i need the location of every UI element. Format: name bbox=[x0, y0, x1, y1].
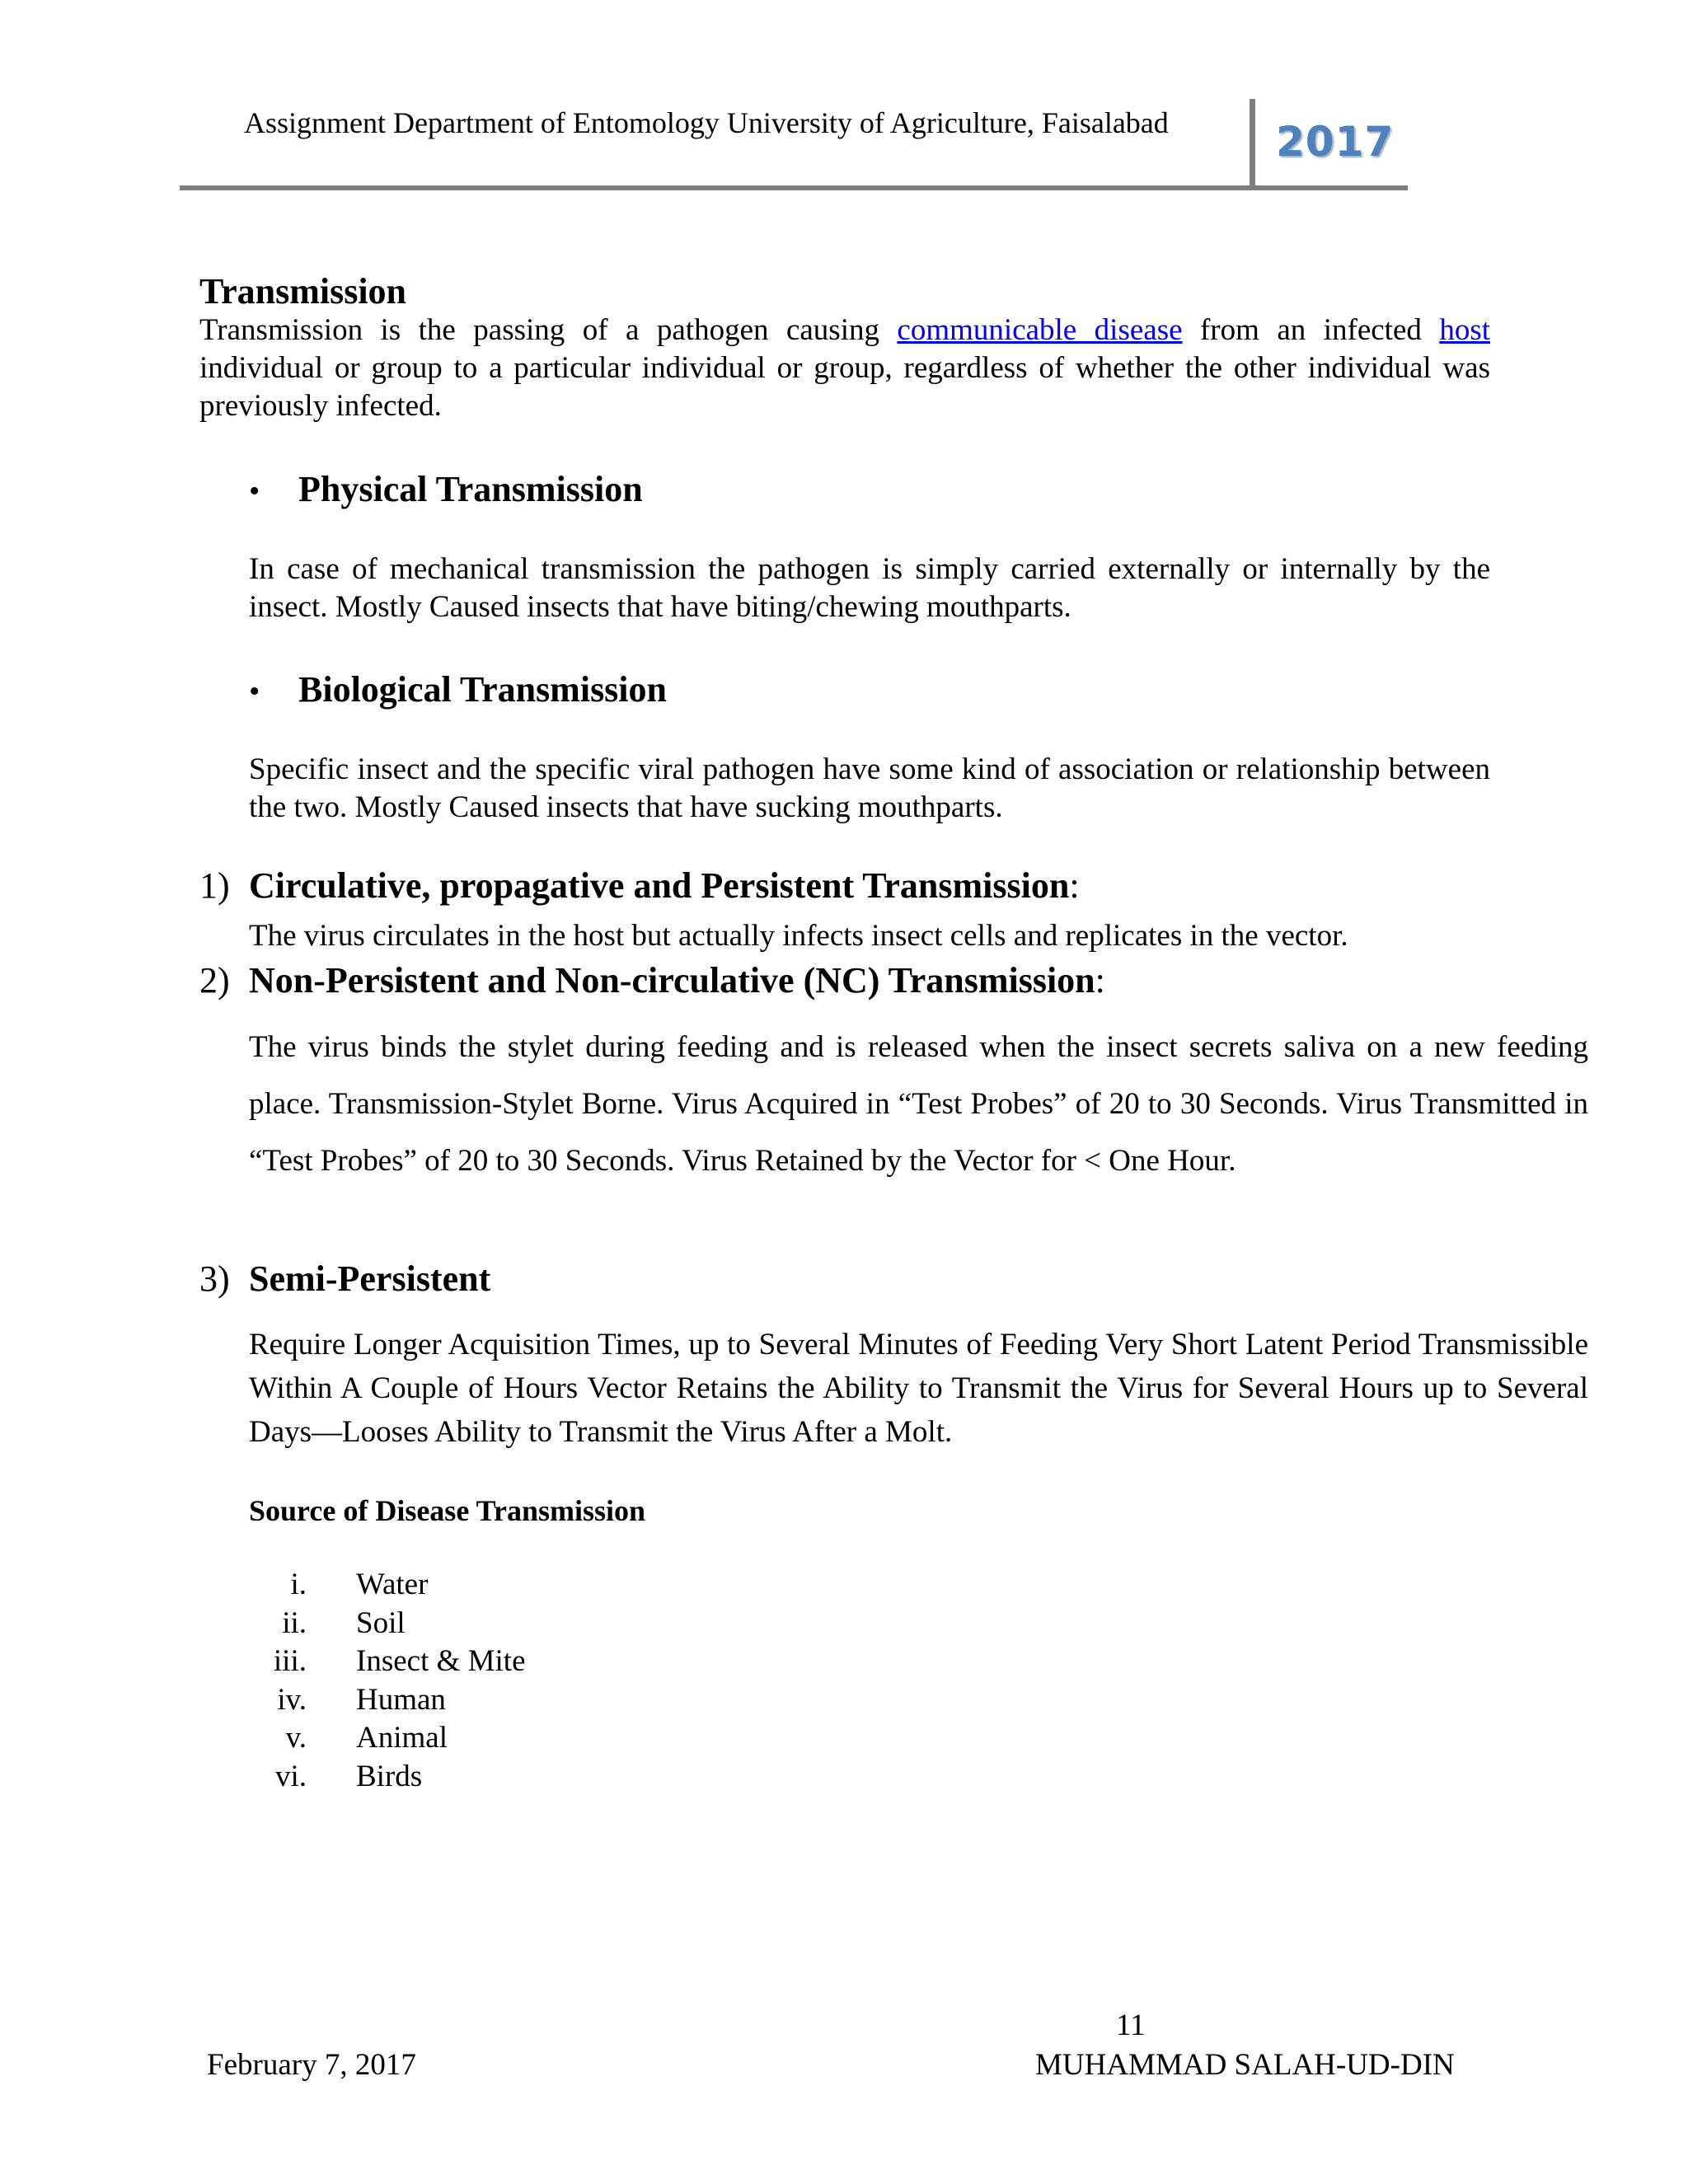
bullet-text-biological: Specific insect and the specific viral pathogen have some kind of association or relationship between the two. Mostly Caused insects that have sucking mouthparts. bbox=[249, 752, 1490, 824]
list-item-label: Soil bbox=[356, 1605, 406, 1640]
list-item bbox=[231, 1758, 526, 1797]
numbered-title: Circulative, propagative and Persistent Transmission bbox=[249, 865, 1070, 906]
sources-list bbox=[231, 1566, 526, 1796]
list-item bbox=[231, 1643, 526, 1681]
link-communicable-disease[interactable]: communicable disease bbox=[897, 313, 1183, 347]
list-number: 2) bbox=[199, 960, 230, 1001]
list-item bbox=[231, 1566, 526, 1605]
list-item bbox=[231, 1681, 526, 1720]
numbered-text-3: Require Longer Acquisition Times, up to Several Minutes of Feeding Very Short Latent Period Transmissible Within A Couple of Hours Vector Retains the Ability to Transmit the Virus for Several Hours up to Several Days—Looses Ability to Transmit the Virus After a Molt. bbox=[249, 1328, 1588, 1449]
page-number: 11 bbox=[1116, 2008, 1146, 2042]
intro-text-mid: from an infected bbox=[1182, 313, 1440, 347]
intro-paragraph bbox=[199, 312, 1490, 425]
list-number: ii. bbox=[282, 1605, 307, 1640]
list-number: v. bbox=[285, 1721, 307, 1755]
header-year: 2017 bbox=[1276, 118, 1395, 166]
bullet-marker: • bbox=[249, 674, 260, 709]
numbered-heading-3 bbox=[199, 1258, 490, 1300]
numbered-suffix: : bbox=[1095, 960, 1105, 1001]
bullet-text-physical: In case of mechanical transmission the pathogen is simply carried externally or internally by the insect. Mostly Caused insects that have biting/chewing mouthparts. bbox=[249, 552, 1490, 624]
intro-text-pre: Transmission is the passing of a pathogen causing bbox=[199, 313, 898, 347]
list-number: 3) bbox=[199, 1258, 230, 1299]
footer-author: MUHAMMAD SALAH-UD-DIN bbox=[1035, 2048, 1455, 2082]
list-item-label: Human bbox=[356, 1682, 446, 1717]
numbered-title: Non-Persistent and Non-circulative (NC) Transmission bbox=[249, 960, 1095, 1001]
footer-date: February 7, 2017 bbox=[207, 2048, 416, 2082]
bullet-title: Physical Transmission bbox=[298, 469, 643, 509]
list-item bbox=[231, 1719, 526, 1758]
section-title: Transmission bbox=[199, 271, 407, 312]
list-number: vi. bbox=[274, 1759, 307, 1793]
numbered-text-1: The virus circulates in the host but actually infects insect cells and replicates in the vector. bbox=[249, 919, 1348, 953]
numbered-heading-2 bbox=[199, 959, 1105, 1001]
bullet-title: Biological Transmission bbox=[298, 669, 668, 710]
intro-text-post: individual or group to a particular individual or group, regardless of whether the other individual was previously infected. bbox=[199, 351, 1490, 423]
list-item-label: Animal bbox=[356, 1721, 448, 1755]
bullet-heading-physical bbox=[249, 468, 643, 510]
numbered-text-2: The virus binds the stylet during feeding and is released when the insect secrets saliva on a new feeding place. Transmission-Stylet Borne. Virus Acquired in “Test Probes” of 20 to 30 Seconds. Virus Transmitted in “Test Probes” of 20 to 30 Seconds. Virus Retained by the Vector for < One Hour. bbox=[249, 1030, 1588, 1178]
numbered-suffix: : bbox=[1069, 865, 1080, 906]
list-number: 1) bbox=[199, 865, 230, 906]
bullet-heading-biological bbox=[249, 668, 667, 710]
header-title: Assignment Department of Entomology University of Agriculture, Faisalabad bbox=[244, 106, 1169, 139]
header-divider-vertical bbox=[1250, 99, 1255, 188]
link-host[interactable]: host bbox=[1439, 313, 1490, 347]
numbered-heading-1 bbox=[199, 865, 1080, 907]
sources-title: Source of Disease Transmission bbox=[249, 1494, 646, 1527]
list-number: i. bbox=[290, 1568, 307, 1601]
list-item-label: Insect & Mite bbox=[356, 1644, 526, 1678]
list-item-label: Water bbox=[356, 1568, 429, 1601]
header-divider bbox=[180, 185, 1408, 190]
list-number: iii. bbox=[273, 1644, 307, 1678]
list-item bbox=[231, 1605, 526, 1643]
list-item-label: Birds bbox=[356, 1759, 423, 1793]
bullet-marker: • bbox=[249, 474, 260, 509]
list-number: iv. bbox=[277, 1682, 307, 1717]
numbered-title: Semi-Persistent bbox=[249, 1258, 491, 1299]
